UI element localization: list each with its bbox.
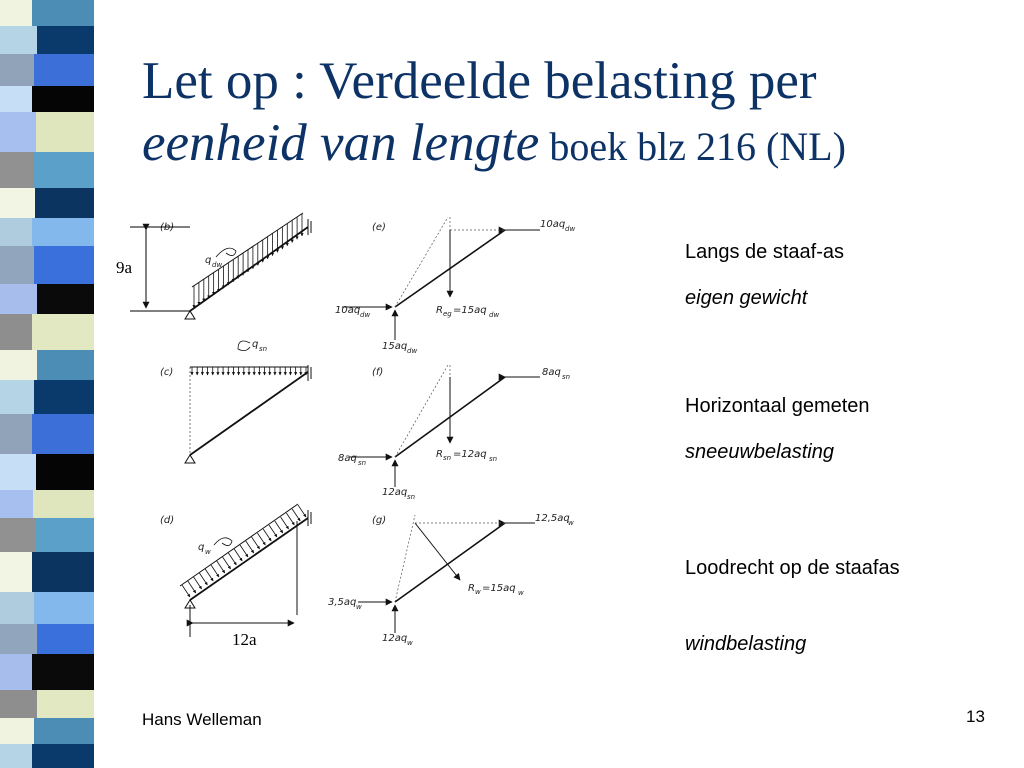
force-f-left-label: 8aq <box>338 453 357 464</box>
load-arrow <box>228 553 236 565</box>
svg-text:sn: sn <box>443 454 452 462</box>
force-g-top-label: 12,5aq <box>535 513 570 524</box>
load-arrow <box>257 533 265 545</box>
beam-load-diagram <box>110 205 600 660</box>
load-arrow <box>275 521 283 533</box>
resultant-g-label: R <box>468 583 475 594</box>
load-arrows-c <box>192 367 306 375</box>
title-line-2 <box>142 112 1002 178</box>
slide-title <box>142 50 1002 178</box>
load-arrow <box>286 513 294 525</box>
load-arrow <box>234 549 242 561</box>
svg-text:w: w <box>407 639 413 647</box>
svg-text:=15aq: =15aq <box>482 583 516 594</box>
panel-c-label: (c) <box>160 367 174 378</box>
svg-text:=12aq: =12aq <box>453 449 487 460</box>
panel-b <box>116 213 311 319</box>
caption-3-heading: Loodrecht op de staafas <box>685 557 900 579</box>
panel-d <box>160 504 311 649</box>
load-arrow <box>199 573 207 585</box>
load-arrow <box>188 581 196 593</box>
load-arrow <box>182 585 190 597</box>
load-arrow <box>281 517 289 529</box>
force-e-bottom-label: 15aq <box>382 341 408 352</box>
load-label-c: q <box>252 339 259 350</box>
beam-c <box>190 372 308 455</box>
load-sub-c: sn <box>259 345 268 353</box>
caption-1-detail: eigen gewicht <box>685 287 808 309</box>
svg-text:sn: sn <box>407 493 416 501</box>
hinge-support-c <box>185 455 195 463</box>
svg-text:w: w <box>475 588 481 596</box>
beam-b <box>190 227 308 311</box>
svg-text:dw: dw <box>407 347 418 355</box>
caption-2-detail: sneeuwbelasting <box>685 441 834 463</box>
force-f-bottom-label: 12aq <box>382 487 408 498</box>
panel-g-label: (g) <box>372 515 387 526</box>
svg-text:dw: dw <box>565 225 576 233</box>
title-italic: eenheid van lengte <box>142 114 540 172</box>
caption-2-heading: Horizontaal gemeten <box>685 395 870 417</box>
load-arrow <box>240 545 248 557</box>
load-envelope-b <box>192 213 303 287</box>
load-sub-b: dw <box>212 261 223 269</box>
force-g-left-label: 3,5aq <box>328 597 357 608</box>
load-arrow <box>205 569 213 581</box>
svg-text:dw: dw <box>360 311 371 319</box>
load-arrow <box>194 577 202 589</box>
caption-3-detail: windbelasting <box>685 633 807 655</box>
force-g-bottom-label: 12aq <box>382 633 408 644</box>
dim-height-label: 9a <box>116 258 133 277</box>
svg-text:sn: sn <box>358 459 367 467</box>
panel-e <box>335 217 575 355</box>
load-arrow <box>246 541 254 553</box>
hinge-support-b <box>185 311 195 319</box>
svg-text:sn: sn <box>489 455 498 463</box>
dim-width-label: 12a <box>232 630 257 649</box>
load-label-b: q <box>205 255 212 266</box>
load-arrow <box>263 529 271 541</box>
svg-text:w: w <box>356 603 362 611</box>
beam-d <box>190 518 308 600</box>
panel-c <box>160 339 311 463</box>
svg-text:sn: sn <box>562 373 571 381</box>
resultant-e-label: R <box>436 305 443 316</box>
svg-text:w: w <box>518 589 524 597</box>
load-sub-d: w <box>205 548 211 556</box>
load-arrow <box>211 565 219 577</box>
caption-1-heading: Langs de staaf-as <box>685 241 844 263</box>
panel-g <box>328 513 574 647</box>
load-label-d: q <box>198 542 205 553</box>
load-arrow <box>223 557 231 569</box>
load-arrow <box>292 509 300 521</box>
panel-e-label: (e) <box>372 222 386 233</box>
svg-text:w: w <box>568 519 574 527</box>
decorative-stripe <box>0 0 118 768</box>
load-arrow <box>252 537 260 549</box>
force-e-top-label: 10aq <box>540 219 566 230</box>
load-arrow <box>269 525 277 537</box>
panel-b-label: (b) <box>160 222 175 233</box>
force-f-top-label: 8aq <box>542 367 561 378</box>
page-number: 13 <box>966 707 985 726</box>
footer-author: Hans Welleman <box>142 710 262 729</box>
resultant-f-label: R <box>436 449 443 460</box>
load-arrow <box>217 561 225 573</box>
force-e-left-label: 10aq <box>335 305 361 316</box>
svg-text:=15aq: =15aq <box>453 305 487 316</box>
svg-text:dw: dw <box>489 311 500 319</box>
panel-f <box>338 365 570 501</box>
panel-d-label: (d) <box>160 515 175 526</box>
svg-text:eg: eg <box>443 310 452 318</box>
title-reference: boek blz 216 (NL) <box>539 124 846 169</box>
panel-f-label: (f) <box>372 367 384 378</box>
load-arrow <box>298 505 306 517</box>
title-line-1: Let op : Verdeelde belasting per <box>142 52 817 110</box>
